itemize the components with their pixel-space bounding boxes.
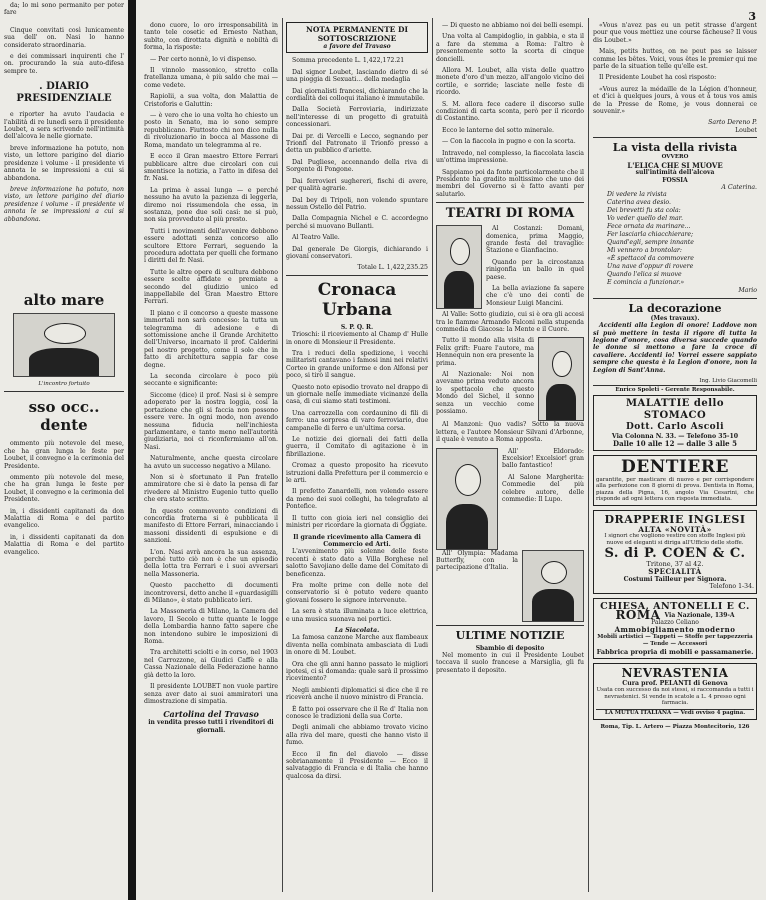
article-text: Intravedo, nel complesso, la fiaccolata lascia un'ottima impressione. <box>436 149 584 165</box>
alto-mare-caption: L'incontro fortuito <box>38 380 90 387</box>
ad-sub: Ammobigliamento moderno <box>614 625 736 635</box>
divider <box>286 275 428 276</box>
column-2 <box>286 22 428 888</box>
ad-title: MALATTIE dello STOMACO <box>625 397 724 421</box>
divider <box>4 391 124 392</box>
teatri-heading: TEATRI DI ROMA <box>445 206 575 222</box>
ad-name: S. di P. COEN & C. <box>604 546 746 561</box>
ad-nevrastenia <box>593 663 757 720</box>
left-fragment: da; lo mi sono permanito per poter fare <box>4 2 124 17</box>
ad-sub: Cura prof. PELANTI di Genova <box>622 680 728 688</box>
teatri-text: All' Eldorado: Excelsior! Excelsior! gran ballo fantastico! <box>502 447 584 470</box>
left-fragment: in, i dissidenti capitanati da don Malattia di Roma e del partito evangelico. <box>4 533 124 556</box>
left-filler <box>4 227 124 287</box>
article-text: In questo commovento condizioni di concordia fraterna si è pubblicata il manifesto di Ettore Ferrari, minacciando i massoni dissidenti di espulsione e di sanzioni. <box>144 507 278 545</box>
poem-line: Fer lasciarla chiacchierare; <box>607 231 694 239</box>
cronaca-text: Le notizie dei giornali dei fatti della guerra, il Comitato di agitazione è in fibrillazione. <box>286 436 428 458</box>
column-rule <box>432 18 433 892</box>
poem-line: Fece ornata da marinare... <box>607 223 691 231</box>
article-text: «Vous n'avez pas eu un petit strasse d'argent pour que vous mettiez une course fâcheuse? Il vous dis Loubet.» <box>593 22 757 44</box>
teatri-text-wrap <box>436 550 518 622</box>
ad-title: CHIESA, ANTONELLI E C. <box>600 600 750 612</box>
left-page <box>0 0 128 900</box>
poem-line: Di vedere la rivista <box>607 191 667 199</box>
divider <box>436 202 584 203</box>
left-heading: . DIARIO PRESIDENZIALE <box>16 81 112 105</box>
cronaca-subheading: La Siacolata. <box>334 626 380 634</box>
subscription-line: Dal Pugliese, accennando della riva di Sorgente di Pongone. <box>286 158 428 174</box>
ad-title: DENTIERE <box>621 456 729 477</box>
article-text: Tra architetti sciolti e in corso, nel 1903 nel Carrozzone, ai Giudici Caffè e alla Cassa Nazionale della Federazione hanno già detto la loro. <box>144 649 278 679</box>
alto-mare-illustration <box>13 313 115 377</box>
article-text: L'on. Nasi avrà ancora la sua assenza, perché tutto ciò non è che un episodio della lotta tra Ferrari e i suoi avversari nella Massoneria. <box>144 548 278 578</box>
ad-dentiere <box>593 455 757 506</box>
ad-address: Via Colonna N. 33. — Telefono 35-10 <box>611 432 739 440</box>
ad-tel: Telefono 1-34. <box>709 583 754 591</box>
page-gutter <box>128 0 136 900</box>
ad-palace: Palazzo Celiano <box>651 619 699 627</box>
subscription-line: Dai pr. di Vercelli e Lecco, segnando per Trionfi del Patronato il Trionfo presso a detta un pubblico d'ariette. <box>286 132 428 155</box>
article-text: Ecco le lanterne del sotto minerale. <box>442 126 555 134</box>
left-fragment: in, i dissidenti capitanati da don Malattia di Roma e del partito evangelico. <box>4 507 124 530</box>
article-text: Non si è sfortunato il Pan fratello ammiratore che si è dato la pensa di far rivedere al Ministro Eugenio tutto quello che era stato scritto. <box>144 473 278 504</box>
article-text: Sappiamo poi da fonte particolarmente che il Presidente ha gradito moltissimo che uno dei membri del Governo si è fatto avanti per salutarlo. <box>436 168 584 198</box>
cronaca-text: Degli animali che abbiamo trovato vicino alla riva del mare, questi che hanno visto il fumo. <box>286 724 428 747</box>
caricature-4 <box>522 550 584 622</box>
poem-sign: Mario <box>738 287 757 295</box>
divider <box>593 137 757 138</box>
article-text: Il Presidente Loubet ha così risposto: <box>599 74 717 82</box>
cronaca-text: Il tutto con gioia ieri nel consiglio dei ministri per ricordare la giornata di Oggiate. <box>286 514 428 530</box>
ad-spec2: Costumi Tailleur per Signora. <box>623 575 727 583</box>
ad-city: ROMA <box>615 607 661 622</box>
teatri-text: All' Olympia: Madama Butterfly, con la partecipazione d'Italia. <box>436 549 518 572</box>
vista-sign: A Caterina. <box>721 183 757 191</box>
article-text: Il vinnolo massonico, stretto colla fratellanza umana, è più saldo che mai — come vedete. <box>144 67 278 89</box>
teatri-block-1 <box>436 225 584 311</box>
vista-sub: L'ELICA CHE SI MUOVE <box>627 160 723 170</box>
vista-sub: FOSSIA <box>662 176 688 184</box>
signature: Sarto Dereno P. <box>708 119 757 127</box>
teatri-text: Al Salone Margherita: Commedie del più celebre autore, delle commedie: Il Lupo. <box>502 473 584 504</box>
ad-name: Dott. Carlo Ascoli <box>625 421 725 432</box>
subscription-line: Dal generale De Giorgis, dichiarando i giovani conservatori. <box>286 245 428 260</box>
cronaca-text: Ora che gli anni hanno passato le migliori ipotesi, ci si domanda: quale sarà il prossimo ricevimento? <box>286 660 428 683</box>
ultime-heading: ULTIME NOTIZIE <box>455 628 565 642</box>
teatri-block-4 <box>436 550 584 622</box>
subscription-line: Dai giornalisti francesi, dichiarando che la cordialità dei colloqui italiano è immutabile. <box>286 87 428 103</box>
column-rule <box>282 18 283 892</box>
ad-drapperie <box>593 510 757 594</box>
subscription-title: NOTA PERMANENTE DI SOTTOSCRIZIONE <box>305 25 409 43</box>
left-fragment: breve informazione ha potuto, non visto, un lettore parigino del diario presidenze i volume - il presidente vi annota le se impressioni a cui si abbandona. <box>4 185 124 223</box>
article-text: Allora M. Loubet, alla vista delle quattro monete d'oro d'un mezzo, all'angolo vicino dei cortile, e sorride; lasciate nelle feste di ricordo. <box>436 67 584 97</box>
article-text: «Vous aurez la médaille de la Légion d'honneur, et d'ici à quelques jours, à vous et à tous vos amis de la Presse de Rome, je vous donnerai ce souvenir.» <box>593 85 757 116</box>
article-text: Mais, petits huttes, on ne peut pas se laisser comme les bêtes. Voici, vous êtes le premier qui me parle de la situation telle qu'elle est. <box>593 48 757 71</box>
column-rule <box>588 18 589 892</box>
poem-line: Mi vennero a brontolar: <box>607 247 682 255</box>
divider <box>593 298 757 299</box>
article-text: Siccome (dice) il prof. Nasi si è sempre adoperato per la nostra loggia, così la portazione che gli si faccia non possono essere vere. In ogni modo, non avendo nessuna fiducia nell'inchiesta parlamentare, e tanto meno nell'autorità giudiziaria, noi ci riconfermiamo all'on. Nasi. <box>144 391 278 451</box>
article-text: — Di questo ne abbiamo noi dei belli esempi. <box>442 22 584 29</box>
vista-sub: sull'intimità dell'alcova <box>635 169 715 177</box>
ad-title: DRAPPERIE INGLESI <box>604 512 746 526</box>
cronaca-text: Negli ambienti diplomatici si dice che il re riceverà anche il nuovo ministro di Francia. <box>286 686 428 702</box>
left-fragment: ommento più notevole del mese, che ha gran lunga le feste per Loubet, il convegno e la cerimonia del Presidente. <box>4 440 124 470</box>
cartolina-sub: in vendita presso tutti i rivenditori di giornali. <box>148 719 274 734</box>
subscription-line: Somma precedente L. 1,422,172.21 <box>292 57 405 65</box>
article-text: Rapiolii, a sua volta, don Malattia de Cristoforis e Galuttin: <box>144 93 278 108</box>
poem-line: Caterina avea desio. <box>607 199 672 207</box>
left-fragment: ommento più notevole del mese, che ha gran lunga le feste per Loubet, il convegno e la cerimonia del Presidente. <box>4 473 124 504</box>
article-text: Naturalmente, anche questa circolare ha avuto un successo negativo a Milano. <box>144 455 278 470</box>
ad-title: NEVRASTENIA <box>621 666 729 681</box>
column-4 <box>593 22 757 888</box>
subscription-line: Dai ferrovieri sughereri, fischi di avere, per qualità agrarie. <box>286 177 428 193</box>
decor-sign: Ing. Livio Giacomelli <box>699 377 757 384</box>
ad-line: Mobili artistici — Tappeti — Stoffe per tappezzeria — Tende — Accessori <box>597 633 753 648</box>
alto-mare-heading: alto mare <box>23 290 105 309</box>
article-text: La Massoneria di Milano, la Camera del lavoro, Il Secolo e tutte quante le logge della Lombardia hanno fatto sapere che non intendono subire le imposizioni di Roma. <box>144 608 278 646</box>
cronaca-text: Trioschi: il riceviemento al Champ d' Hulle in onore di Monsieur il Presidente. <box>286 331 428 346</box>
teatri-text-wrap <box>486 225 584 311</box>
teatri-text-wrap <box>502 448 584 550</box>
right-page <box>136 0 766 900</box>
poem <box>593 191 757 287</box>
cronaca-text: Questo noto episodio trovato nel drappo di un giornale nelle immediate vicinanze della casa, di cui siamo stati testimoni. <box>286 383 428 406</box>
subscription-subtitle: a favore del Travaso <box>323 43 391 50</box>
article-text: Una volta al Campidoglio, in gabbia, e sta il a fare da stemma a Roma: l'altro è presentemente sotto la scorta di cinque doncielli. <box>436 33 584 63</box>
cronaca-text: Fra molte prime con delle note del conservatorio si è potuto vedere quanto giovani fossero le signore intervenute. <box>286 581 428 604</box>
teatri-text: Quando per la circostanza rinigonfia un ballo in quel paese. <box>486 258 584 281</box>
article-text: — Con la fiaccola in pugno e con la scorta. <box>442 138 576 146</box>
caricature-2 <box>538 337 584 421</box>
poem-line: Vo veder quello del mar. <box>607 215 683 223</box>
article-text: — è vero che io una volta ho chiesto un posto in Senato, ma io sono sempre repubblicano. Fiuttosto chi non dico nulla di rivoluzionario in bocca al Massone di Roma, mandato un telegramma al re. <box>144 112 278 149</box>
printer-line: Enrico Spoleti - Gerente Responsabile. <box>593 385 757 394</box>
cronaca-text: Tra i reduci della spedizione, i vecchi militaristi cantavano i famosi inni nei relativi Corteo in grande uniforme e don Alfonsi per poco, si tirò il sangue. <box>286 349 428 380</box>
ad-spec: SPECIALITÀ <box>648 567 702 577</box>
decor-sub: (Mes travaux). <box>650 314 700 322</box>
cronaca-text: L'avvenimento più solenne delle feste recenti è stato dato a Villa Borghese nel salotto Savojiano delle dame del Comitato di beneficenza. <box>286 548 428 578</box>
article-text: Tutti i movimenti dell'avvenire debbono essere adottati senza concorso allo scultore Ettore Ferrari, seguendo la procedura adottata per quelli che formano i diritti del fr. Nasi. <box>144 227 278 265</box>
cronaca-text: Una carrozzella con cordaunino di fili di ferro: una sorpresa di varo ferroviario, due campanelle di ferro e un'ultima corsa. <box>286 409 428 432</box>
caricature-3 <box>436 448 498 550</box>
column-3 <box>436 22 584 888</box>
ultime-subheading: Sbambio di deposito <box>475 644 545 652</box>
article-text: Tutte le altre opere di scultura debbono essere scelte affidate e premiate a secondo del giudizio unico ed inappellabile del Gran Maestro Ettore Ferrari. <box>144 268 278 306</box>
column-1 <box>144 22 278 888</box>
teatri-text: Tutto il mondo alla visita di Felix grift: Fuare l'autore, ma Hennequin non era presente la prima. <box>436 337 534 367</box>
subscription-total: Totale L. 1,422,235.25 <box>357 264 428 272</box>
cronaca-text: La famosa canzone Marche aux flambeaux diventa nella combinata ambasciata di Ludi in onore di M. Loubet. <box>286 634 428 657</box>
subscription-line: Dalla Società Ferroviaria, indirizzate nell'interesse di un progetto di gratuità concessionari. <box>286 106 428 129</box>
teatri-text: La bella aviazione fa sapere che c'è uno dei conti de Monsieur Luigi Mancini. <box>486 284 584 307</box>
signature: Loubet <box>735 126 757 134</box>
article-text: Il piano c il concorso a queste massone immortali non sarà concesso: la tutta un telegramma di adesione e di sottomissione anche il Grande Architetto dell'Universo, incarnato il prof. Calderini pel nostro progetto, come il solo che in fatto di architettura sappia far cose degne. <box>144 309 278 369</box>
left-fragment: Cinque convitati così lunicamente sua dell' on. Nasi lo hanno considerato straordinaria. <box>4 26 124 49</box>
article-text: dono cuore, lo oro irresponsabilità in tanto tele cosetic ed Ernesto Nathan, sublto, con dirottata dignità e nobiltà di forma, la risposte: <box>144 22 278 52</box>
teatri-text: Al Manzoni: Quo vadis? Sotto la nuova lettera, e l'autore Monsieur Silvani d'Arbonne, il quale è venuto a Roma apposta. <box>436 421 584 444</box>
poem-line: Quando l'elica si muove <box>607 271 682 279</box>
footer-line: Roma, Tip. L. Artero — Piazza Montecitorio, 126 <box>600 724 750 731</box>
ultime-text: Nel momento in cui il Presidente Loubet toccava il suolo francese a Marsiglia, gli fu presentato il deposito. <box>436 652 584 674</box>
ad-body: Usata con successo da noi stessi, si raccomanda a tutti i nevrastenici. Si vende in scatole a L. 4 presso ogni farmacia. <box>596 687 754 707</box>
left-fragment: breve informazione ha potuto, non visto, un lettore parigino del diario presidenze i volume - il presidente vi annota le se impressioni a cui si abbandona. <box>4 144 124 182</box>
cronaca-heading: Cronaca Urbana <box>317 279 397 320</box>
article-text: — Per certo nonnè, lo vi dispenso. <box>150 55 257 63</box>
vista-sub: OVVERO <box>661 154 689 161</box>
poem-line: Una nave d'oppur di rovere <box>607 263 694 271</box>
cartolina-heading: Cartolina del Travaso <box>163 709 259 720</box>
ad-stomaco <box>593 395 757 451</box>
ad-body: garantite, per masticare di nuovo e per corrispondere alla perfezione con 8 giorni di prova. Dentista in Roma, piazza della Pigna, 16, angolo Via Cesarini, che risponde ad ogni lettera con risposta immediata. <box>596 476 754 503</box>
caricature-1 <box>436 225 482 309</box>
cronaca-text: Cromaz a questo proposito ha ricevuto istruzioni dalla Prefettura per il commercio e le arti. <box>286 462 428 485</box>
poem-line: «È spettacol da commovere <box>607 255 694 263</box>
poem-line: Quand'egli, sempre innante <box>607 239 694 247</box>
ad-tail: LA MUTUA ITALIANA — Vedi ovviso 4 pagina. <box>596 709 754 717</box>
ad-line: Fabbrica propria di mobili e passamanerie. <box>596 647 754 656</box>
poem-line: E comincia a funzionar.» <box>607 279 685 287</box>
spqr-label: S. P. Q. R. <box>340 323 374 331</box>
subscription-line: Dal signor Loubet, lasciando dietro di sé una pioggia di Sexuati... della medaglia <box>286 68 428 84</box>
article-text: E ecco il Gran maestro Ettore Ferrari pubblicare altre due circolari con cui smentisce la notizia, a l'atto in difesa del fr. Nasi. <box>144 153 278 183</box>
ad-hours: Dalle 10 alle 12 — dalle 3 alle 5 <box>613 439 737 449</box>
teatri-text: Al Nazionale: Noi non avevamo prima veduto ancora lo spettacolo che questo Mondo del Sichel, il sonno senza un vecchio come possiamo. <box>436 371 534 416</box>
teatri-text-wrap <box>436 337 534 421</box>
decor-text: Accidenti alla Legion di onore! Laddove non si può mettere in testa il rigore di tutta la legione d'onore, cosa diversa succede quando le donne si mettono a fare la croce di cavaliere. Accidenti io! Vorrei essere sappiato sempre che questa è la Legion d'onore, non la Legion di Sant'Anna. <box>593 322 757 374</box>
cronaca-text: La sera è stata illuminata a luce elettrica, e una musica suonava nei portici. <box>286 608 428 623</box>
vista-heading: La vista della rivista <box>612 141 738 155</box>
page-number: 3 <box>748 10 756 23</box>
subscription-line: Dalla Compagnia Nichel e C. accordegno perché si muovano Bullanti. <box>286 215 428 230</box>
left-fragment: e riporter ha avuto l'audacia e l'abilità di re lunedì sera il presidente Loubet, a sera scrivendo nell'intimità dell'alcova le nelle giornate. <box>4 111 124 141</box>
cronaca-text: Ecco il fin del diavolo — disse sobrianamente il Presidente — Ecco il salvataggio di Francia e di Italia che hanno qualcosa da dirsi. <box>286 750 428 780</box>
article-text: S. M. allora fece cadere il discorso sulle condizioni di carta sconta, però per il ricordo di Costantino. <box>436 100 584 123</box>
teatri-text: Al Valle: Sotto giudizio, cui si è ora gli accesi tra le fiamme Armando Falconi nella stupenda commedia di Giacosa: la Mente e il Cuore. <box>436 311 584 333</box>
article-text: La prima è assai lunga — e perché nessuno ha avuto la pazienza di leggerla, diremo noi rissumendola che essa, in sostanza, pone due soli casi: ne si può, non sia provveduto al più presto. <box>144 186 278 224</box>
subscription-box <box>286 22 428 53</box>
divider <box>436 625 584 626</box>
article-text: Questo pacchetto di documenti incontroversi, detto anche il «guardasigilli di Milano», è stato pubblicato ieri. <box>144 582 278 605</box>
decor-heading: La decorazione <box>628 301 722 315</box>
left-fragment: e dei commissari inquirenti che l' on. procurando la sua auto-difesa sempre te. <box>4 53 124 75</box>
ad-sub: ALTA «NOVITÀ» <box>638 524 712 534</box>
ad-address: Tritone, 37 al 42. <box>646 560 704 568</box>
teatri-block-3 <box>436 448 584 550</box>
cronaca-text: Il prefetto Zanardelli, non volendo essere da meno dei suoi colleghi, ha telegrafato al Pontefice. <box>286 488 428 511</box>
teatri-text: Al Costanzi: Domani, domenica, prima Maggio, grande festa del travaglio: Stazione e Gianfiacino. <box>486 225 584 255</box>
poem-line: Dei brevetti fu sta cola: <box>607 207 681 215</box>
article-text: Il presidente LOUBET non vuole partire senza aver dato ai suoi ammiratori una dimostrazione di simpatia. <box>144 683 278 705</box>
occidente-heading: sso occ.. dente <box>28 398 100 435</box>
cronaca-text: È fatto poi osservare che il Re d' Italia non conosce le tradizioni della sua Corte. <box>286 705 428 721</box>
ad-address: Via Nazionale, 139-A <box>664 611 735 619</box>
teatri-block-2 <box>436 337 584 421</box>
cronaca-subheading: Il grande ricevimento alla Camera di Commercio ed Arti. <box>293 533 421 548</box>
ad-body: I signori che vogliono vestire con stoffe Inglesi più nuove ed eleganti si diriga all'Ufficio delle stoffe. <box>604 533 746 546</box>
subscription-line: Dal bey di Tripoli, non volendo spuntare nessun Ostello del Patrio. <box>286 196 428 211</box>
left-column <box>4 2 124 888</box>
subscription-line: Al Teatro Valle. <box>292 234 340 242</box>
ad-chiesa <box>593 598 757 659</box>
ad-city-row <box>596 607 754 622</box>
article-text: La seconda circolare è poco più seccante e significante: <box>144 373 278 388</box>
